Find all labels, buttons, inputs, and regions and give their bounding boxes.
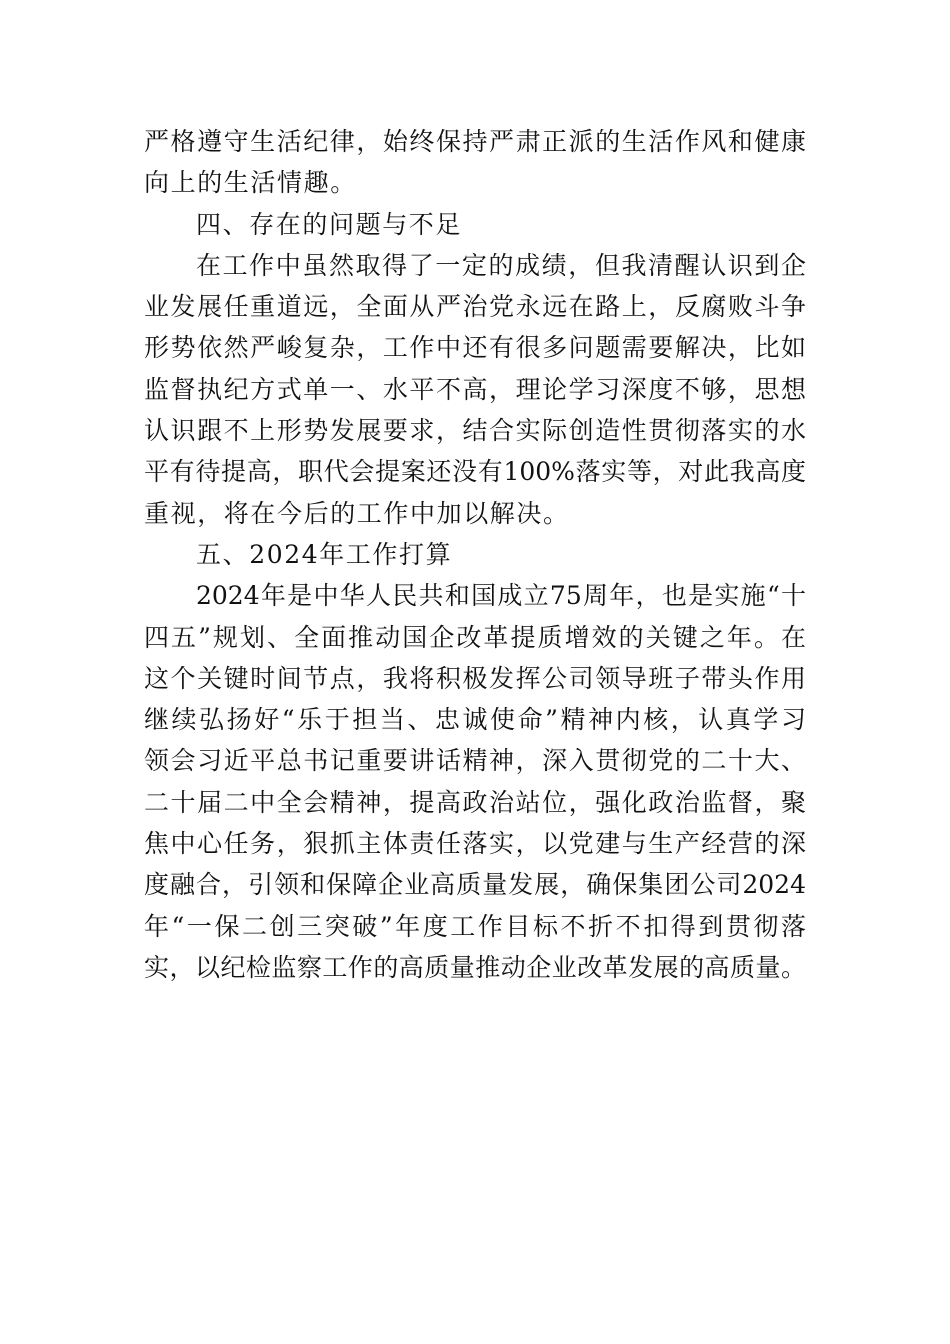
text-line-14: 这个关键时间节点，我将积极发挥公司领导班子带头作用 bbox=[144, 663, 806, 693]
section-heading-problems: 四、存在的问题与不足 bbox=[196, 209, 463, 239]
text-line-17: 二十届二中全会精神，提高政治站位，强化政治监督，聚 bbox=[144, 787, 806, 817]
text-line-20: 年“一保二创三突破”年度工作目标不折不扣得到贯彻落 bbox=[144, 911, 806, 941]
text-line-10: 重视，将在今后的工作中加以解决。 bbox=[144, 498, 570, 528]
text-line-16: 领会习近平总书记重要讲话精神，深入贯彻党的二十大、 bbox=[144, 746, 806, 776]
text-line-6: 形势依然严峻复杂，工作中还有很多问题需要解决，比如 bbox=[144, 333, 806, 363]
text-line-18: 焦中心任务，狠抓主体责任落实，以党建与生产经营的深 bbox=[144, 829, 806, 859]
section-heading-plan: 五、2024年工作打算 bbox=[196, 539, 453, 569]
text-line-2: 向上的生活情趣。 bbox=[144, 168, 357, 198]
text-line-13: 四五”规划、全面推动国企改革提质增效的关键之年。在 bbox=[144, 622, 806, 652]
text-line-15: 继续弘扬好“乐于担当、忠诚使命”精神内核，认真学习 bbox=[144, 705, 806, 735]
text-line-1: 严格遵守生活纪律，始终保持严肃正派的生活作风和健康 bbox=[144, 127, 806, 156]
document-body bbox=[144, 121, 806, 988]
text-line-4: 在工作中虽然取得了一定的成绩，但我清醒认识到企 bbox=[196, 250, 806, 280]
text-line-12: 2024年是中华人民共和国成立75周年，也是实施“十 bbox=[196, 581, 806, 611]
text-line-21: 实，以纪检监察工作的高质量推动企业改革发展的高质量。 bbox=[144, 952, 806, 982]
text-line-19: 度融合，引领和保障企业高质量发展，确保集团公司2024 bbox=[144, 870, 806, 900]
text-line-8: 认识跟不上形势发展要求，结合实际创造性贯彻落实的水 bbox=[144, 416, 806, 446]
text-line-5: 业发展任重道远，全面从严治党永远在路上，反腐败斗争 bbox=[144, 292, 806, 322]
text-line-7: 监督执纪方式单一、水平不高，理论学习深度不够，思想 bbox=[144, 374, 806, 404]
text-line-9: 平有待提高，职代会提案还没有100%落实等，对此我高度 bbox=[144, 457, 806, 487]
